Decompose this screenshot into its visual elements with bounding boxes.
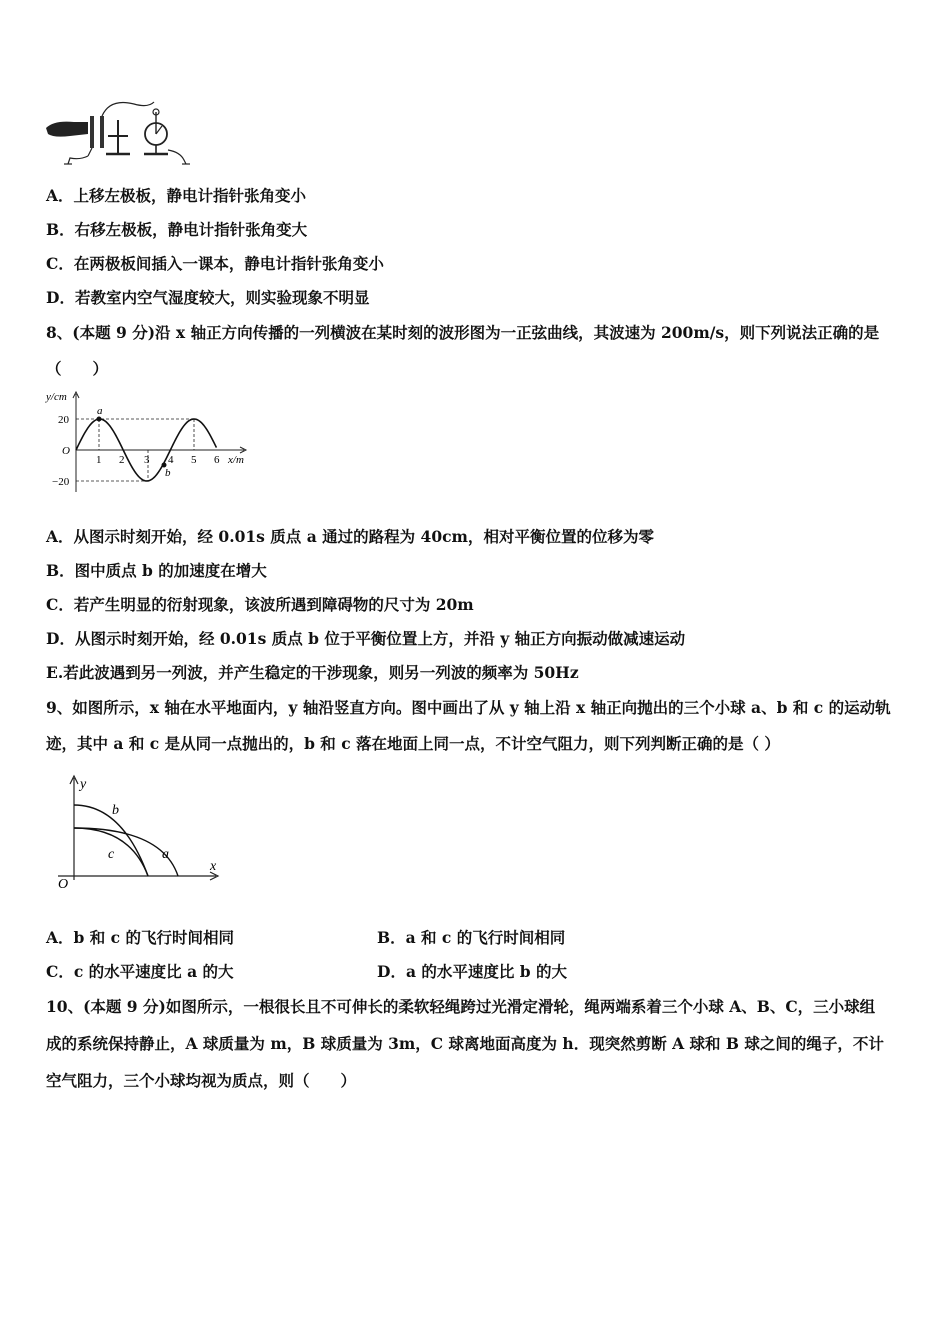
x-tick-3: 3 xyxy=(144,454,150,466)
origin-label: O xyxy=(62,445,70,457)
y-tick-20: 20 xyxy=(58,414,69,426)
q10-stem-line1: 10、(本题 9 分)如图所示，一根很长且不可伸长的柔软轻绳跨过光滑定滑轮，绳两端系着三个小球 A、B、C，三小球组 xyxy=(46,997,876,1016)
q10-stem-line3: 空气阻力，三个小球均视为质点，则（ ） xyxy=(46,1071,357,1090)
q8-wave-graph xyxy=(44,388,258,500)
x-axis-label: x xyxy=(210,859,217,874)
x-tick-5: 5 xyxy=(191,454,197,466)
q9-option-b: B．a 和 c 的飞行时间相同 xyxy=(377,928,566,947)
point-a-marker xyxy=(97,417,102,422)
x-tick-6: 6 xyxy=(214,454,220,466)
q8-option-c: C．若产生明显的衍射现象，该波所遇到障碍物的尺寸为 20m xyxy=(46,595,474,614)
q10-stem-line2: 成的系统保持静止，A 球质量为 m，B 球质量为 3m，C 球离地面高度为 h．现突然剪断 A 球和 B 球之间的绳子，不计 xyxy=(46,1034,884,1053)
x-tick-4: 4 xyxy=(168,454,174,466)
x-axis-label: x/m xyxy=(228,454,244,466)
q9-trajectory-graph xyxy=(52,772,228,892)
label-c: c xyxy=(108,847,115,862)
y-tick-neg20: −20 xyxy=(52,476,70,488)
label-a: a xyxy=(97,405,103,417)
q7-option-c: C．在两极板间插入一课本，静电计指针张角变小 xyxy=(46,254,384,273)
q8-option-b: B．图中质点 b 的加速度在增大 xyxy=(46,561,267,580)
x-tick-1: 1 xyxy=(96,454,102,466)
label-a: a xyxy=(162,847,169,862)
q9-option-a: A．b 和 c 的飞行时间相同 xyxy=(46,928,234,947)
electroscope-apparatus-figure xyxy=(44,98,196,170)
q7-option-a: A．上移左极板，静电计指针张角变小 xyxy=(46,186,307,205)
q9-option-c: C．c 的水平速度比 a 的大 xyxy=(46,962,234,981)
q9-option-d: D．a 的水平速度比 b 的大 xyxy=(377,962,568,981)
q8-stem-line1: 8、(本题 9 分)沿 x 轴正方向传播的一列横波在某时刻的波形图为一正弦曲线，其波速为 200m/s，则下列说法正确的是 xyxy=(46,323,880,342)
y-axis-label: y xyxy=(80,777,87,792)
y-axis-label: y/cm xyxy=(46,391,67,403)
q8-stem-line2: （ ） xyxy=(46,359,109,378)
q8-option-e: E.若此波遇到另一列波，并产生稳定的干涉现象，则另一列波的频率为 50Hz xyxy=(46,663,579,682)
q8-option-d: D．从图示时刻开始，经 0.01s 质点 b 位于平衡位置上方，并沿 y 轴正方向振动做减速运动 xyxy=(46,629,686,648)
q7-option-b: B．右移左极板，静电计指针张角变大 xyxy=(46,220,308,239)
label-b: b xyxy=(165,467,171,479)
origin-label: O xyxy=(58,877,69,892)
q8-option-a: A．从图示时刻开始，经 0.01s 质点 a 通过的路程为 40cm，相对平衡位置的位移为零 xyxy=(46,527,654,546)
trajectory-b xyxy=(74,805,148,876)
q9-stem-line1: 9、如图所示，x 轴在水平地面内，y 轴沿竖直方向。图中画出了从 y 轴上沿 x 轴正向抛出的三个小球 a、b 和 c 的运动轨 xyxy=(46,698,891,717)
x-tick-2: 2 xyxy=(119,454,125,466)
label-b: b xyxy=(112,803,119,818)
q7-option-d: D．若教室内空气湿度较大，则实验现象不明显 xyxy=(46,288,370,307)
q9-stem-line2: 迹，其中 a 和 c 是从同一点抛出的，b 和 c 落在地面上同一点，不计空气阻力，则下列判断正确的是（ ） xyxy=(46,734,780,753)
